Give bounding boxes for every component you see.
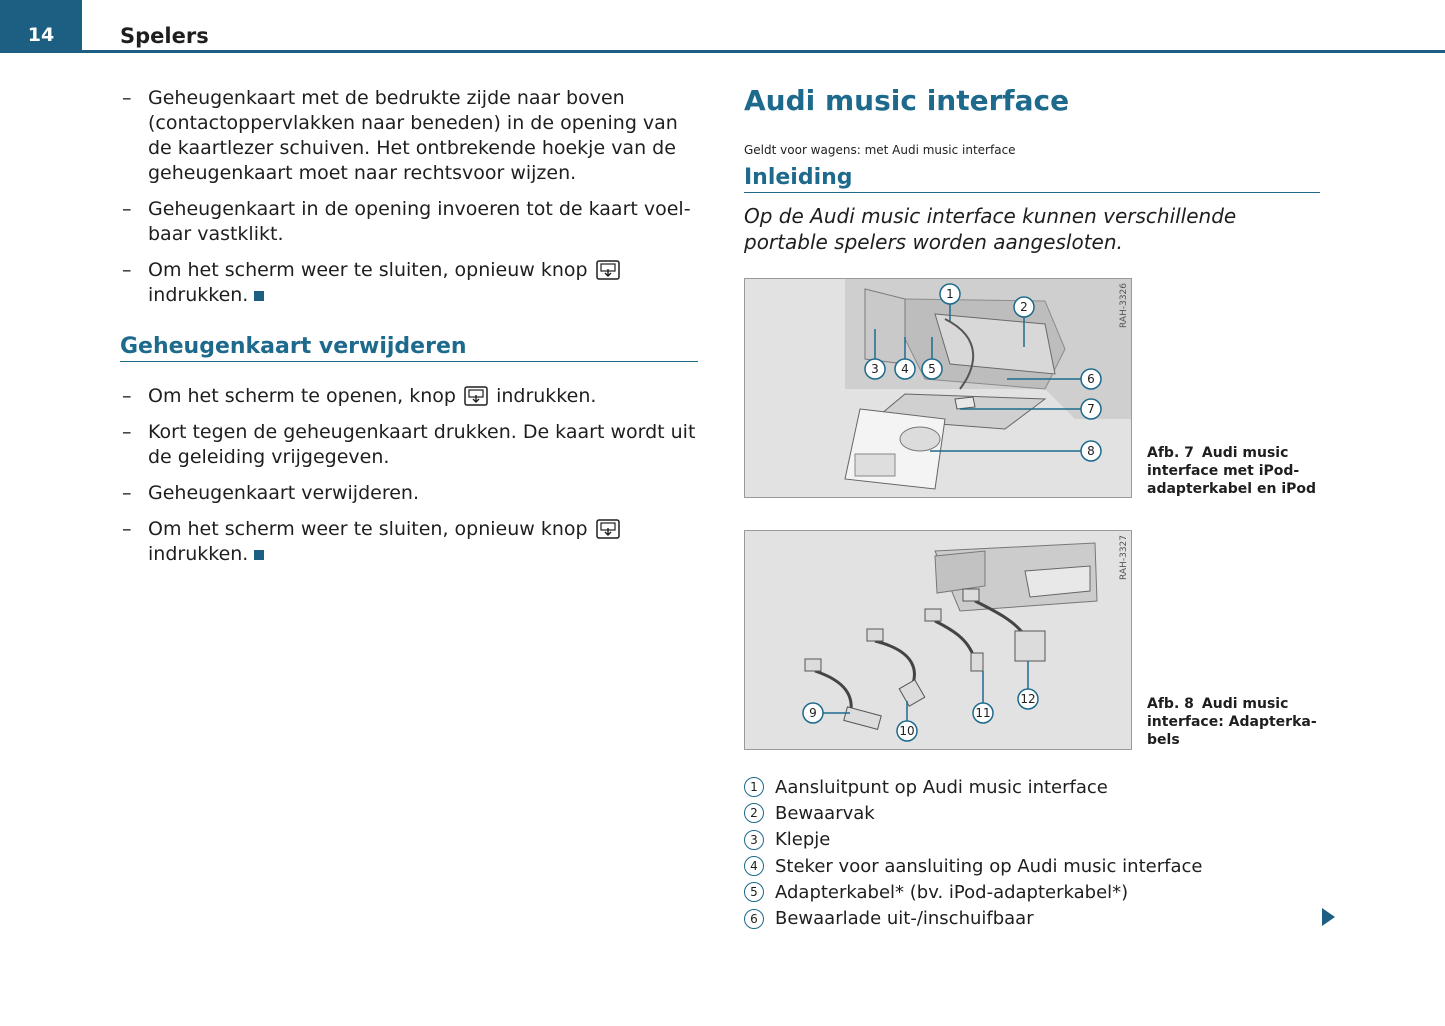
right-column: [744, 84, 1320, 255]
step-item: – Om het scherm weer te sluiten, opnieuw knop indrukken.: [120, 517, 698, 567]
legend-item: 2 Bewaarvak: [744, 800, 1344, 826]
callout-label: 10: [899, 724, 915, 738]
callout-label: 5: [928, 362, 936, 376]
left-column: [120, 86, 698, 578]
legend-item: 6 Bewaarlade uit-/inschuifbaar: [744, 905, 1344, 931]
figure-7: [744, 278, 1132, 498]
callout-label: 1: [946, 287, 954, 301]
callout-label: 12: [1020, 692, 1036, 706]
figure-8: [744, 530, 1132, 750]
figure-code: RAH-3326: [1119, 283, 1129, 328]
legend-item: 3 Klepje: [744, 827, 1344, 853]
screen-key-icon: [596, 260, 620, 280]
figure-code: RAH-3327: [1119, 535, 1129, 580]
section-title: Spelers: [120, 24, 209, 48]
step-item: – Geheugenkaart met de bedrukte zijde naar boven (contactoppervlakken naar beneden) in de opening van de kaartlezer schuiven. Het ontbrekende hoekje van de geheugenkaart moet naar rechtsvoor wijzen.: [122, 87, 678, 184]
callout-label: 2: [1020, 300, 1028, 314]
callout-label: 8: [1087, 444, 1095, 458]
callout-label: 9: [809, 706, 817, 720]
legend-item: 4 Steker voor aansluiting op Audi music interface: [744, 853, 1344, 879]
end-mark-icon: [254, 550, 264, 560]
callout-label: 6: [1087, 372, 1095, 386]
figure-8-caption: Afb. 8 Audi music interface: Adapterkabels: [1147, 696, 1317, 748]
end-mark-icon: [254, 291, 264, 301]
figure-7-illustration: [745, 279, 1131, 497]
figure-7-caption: Afb. 7 Audi music interface met iPod-adapterkabel en iPod: [1147, 445, 1317, 497]
steps-remove: [120, 384, 698, 567]
applies-note: Geldt voor wagens: met Audi music interface: [744, 143, 1016, 157]
callout-label: 3: [871, 362, 879, 376]
legend-item: 1 Aansluitpunt op Audi music interface: [744, 774, 1344, 800]
header-rule: [82, 50, 1445, 53]
page-number: 14: [27, 24, 55, 46]
intro-text: Op de Audi music interface kunnen verschillende portable spelers worden aangesloten.: [744, 204, 1237, 254]
page-heading: Audi music interface: [744, 84, 1070, 117]
subheading-intro: Inleiding: [744, 165, 1320, 193]
figure-8-illustration: [745, 531, 1131, 749]
step-item: – Geheugenkaart in de opening invoeren tot de kaart voelbaar vastklikt.: [122, 198, 691, 245]
heading-remove-card: Geheugenkaart verwijderen: [120, 334, 698, 362]
legend-item: 5 Adapterkabel* (bv. iPod-adapterkabel*): [744, 879, 1344, 905]
continue-arrow-icon: [1322, 908, 1335, 926]
screen-key-icon: [596, 519, 620, 539]
callout-label: 4: [901, 362, 909, 376]
steps-insert: [120, 86, 698, 308]
callout-label: 7: [1087, 402, 1095, 416]
step-item: – Geheugenkaart verwijderen.: [122, 482, 419, 504]
step-item: – Om het scherm weer te sluiten, opnieuw knop indrukken.: [120, 258, 698, 308]
screen-key-icon: [464, 386, 488, 406]
callout-label: 11: [975, 706, 991, 720]
legend-list: [744, 774, 1344, 932]
step-item: – Om het scherm te openen, knop indrukken.: [122, 385, 597, 407]
step-item: – Kort tegen de geheugenkaart drukken. De kaart wordt uit de geleiding vrijgegeven.: [122, 421, 696, 468]
